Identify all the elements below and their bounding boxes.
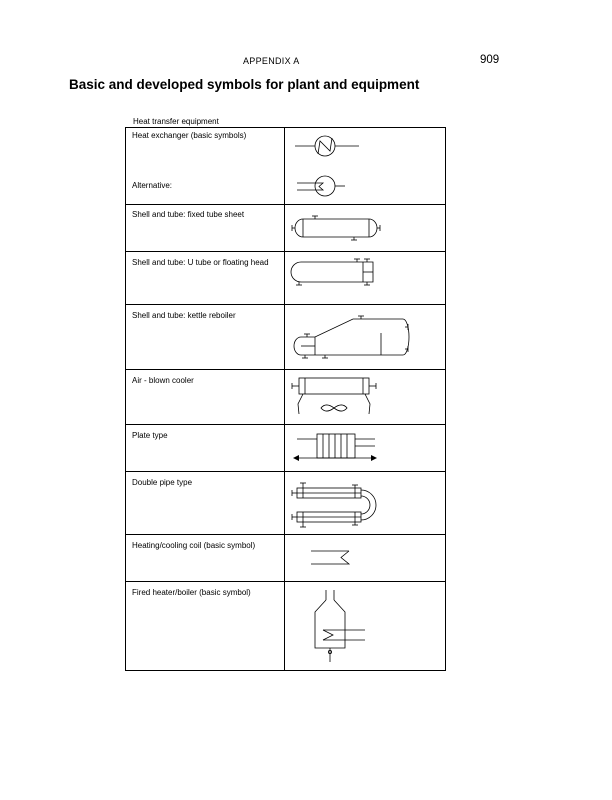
symbol-cell — [285, 205, 446, 252]
page-number: 909 — [480, 54, 500, 66]
table-row — [126, 472, 446, 535]
row-label: Double pipe type — [132, 478, 193, 487]
symbols-table — [125, 127, 446, 671]
row-label: Heat exchanger (basic symbols) — [132, 131, 247, 140]
appendix-label: APPENDIX A — [243, 56, 300, 66]
row-label: Shell and tube: fixed tube sheet — [132, 210, 245, 219]
symbol-cell — [285, 582, 446, 671]
label-cell — [126, 582, 285, 671]
table-row — [126, 252, 446, 305]
label-cell — [126, 535, 285, 582]
symbol-cell — [285, 370, 446, 425]
row-label: Plate type — [132, 431, 168, 440]
heating-cooling-coil-icon — [285, 535, 445, 581]
section-heading: Heat transfer equipment — [133, 117, 219, 126]
row-label: Heating/cooling coil (basic symbol) — [132, 541, 256, 550]
heat-exchanger-basic-icon — [285, 128, 445, 204]
label-cell — [126, 252, 285, 305]
kettle-reboiler-icon — [285, 305, 445, 369]
symbol-cell — [285, 305, 446, 370]
row-label: Fired heater/boiler (basic symbol) — [132, 588, 251, 597]
table-row — [126, 205, 446, 252]
page-title: Basic and developed symbols for plant and equipment — [69, 77, 420, 92]
plate-exchanger-icon — [285, 425, 445, 471]
table-row — [126, 305, 446, 370]
symbol-cell — [285, 425, 446, 472]
label-cell — [126, 370, 285, 425]
table-row — [126, 425, 446, 472]
row-label: Shell and tube: kettle reboiler — [132, 311, 236, 320]
row-label: Shell and tube: U tube or floating head — [132, 258, 269, 267]
symbol-cell — [285, 472, 446, 535]
table-row — [126, 535, 446, 582]
table-row — [126, 582, 446, 671]
label-cell — [126, 425, 285, 472]
symbol-cell — [285, 128, 446, 205]
symbol-cell — [285, 535, 446, 582]
label-cell — [126, 305, 285, 370]
table-row — [126, 370, 446, 425]
symbol-cell — [285, 252, 446, 305]
row-label: Air - blown cooler — [132, 376, 194, 385]
label-cell — [126, 205, 285, 252]
u-tube-floating-head-icon — [285, 252, 445, 304]
row-label-alternative: Alternative: — [132, 181, 173, 190]
fired-heater-icon — [285, 582, 445, 670]
fixed-tube-sheet-icon — [285, 205, 445, 251]
double-pipe-exchanger-icon — [285, 472, 445, 534]
air-blown-cooler-icon — [285, 370, 445, 424]
table-row — [126, 128, 446, 205]
label-cell — [126, 128, 285, 205]
label-cell — [126, 472, 285, 535]
